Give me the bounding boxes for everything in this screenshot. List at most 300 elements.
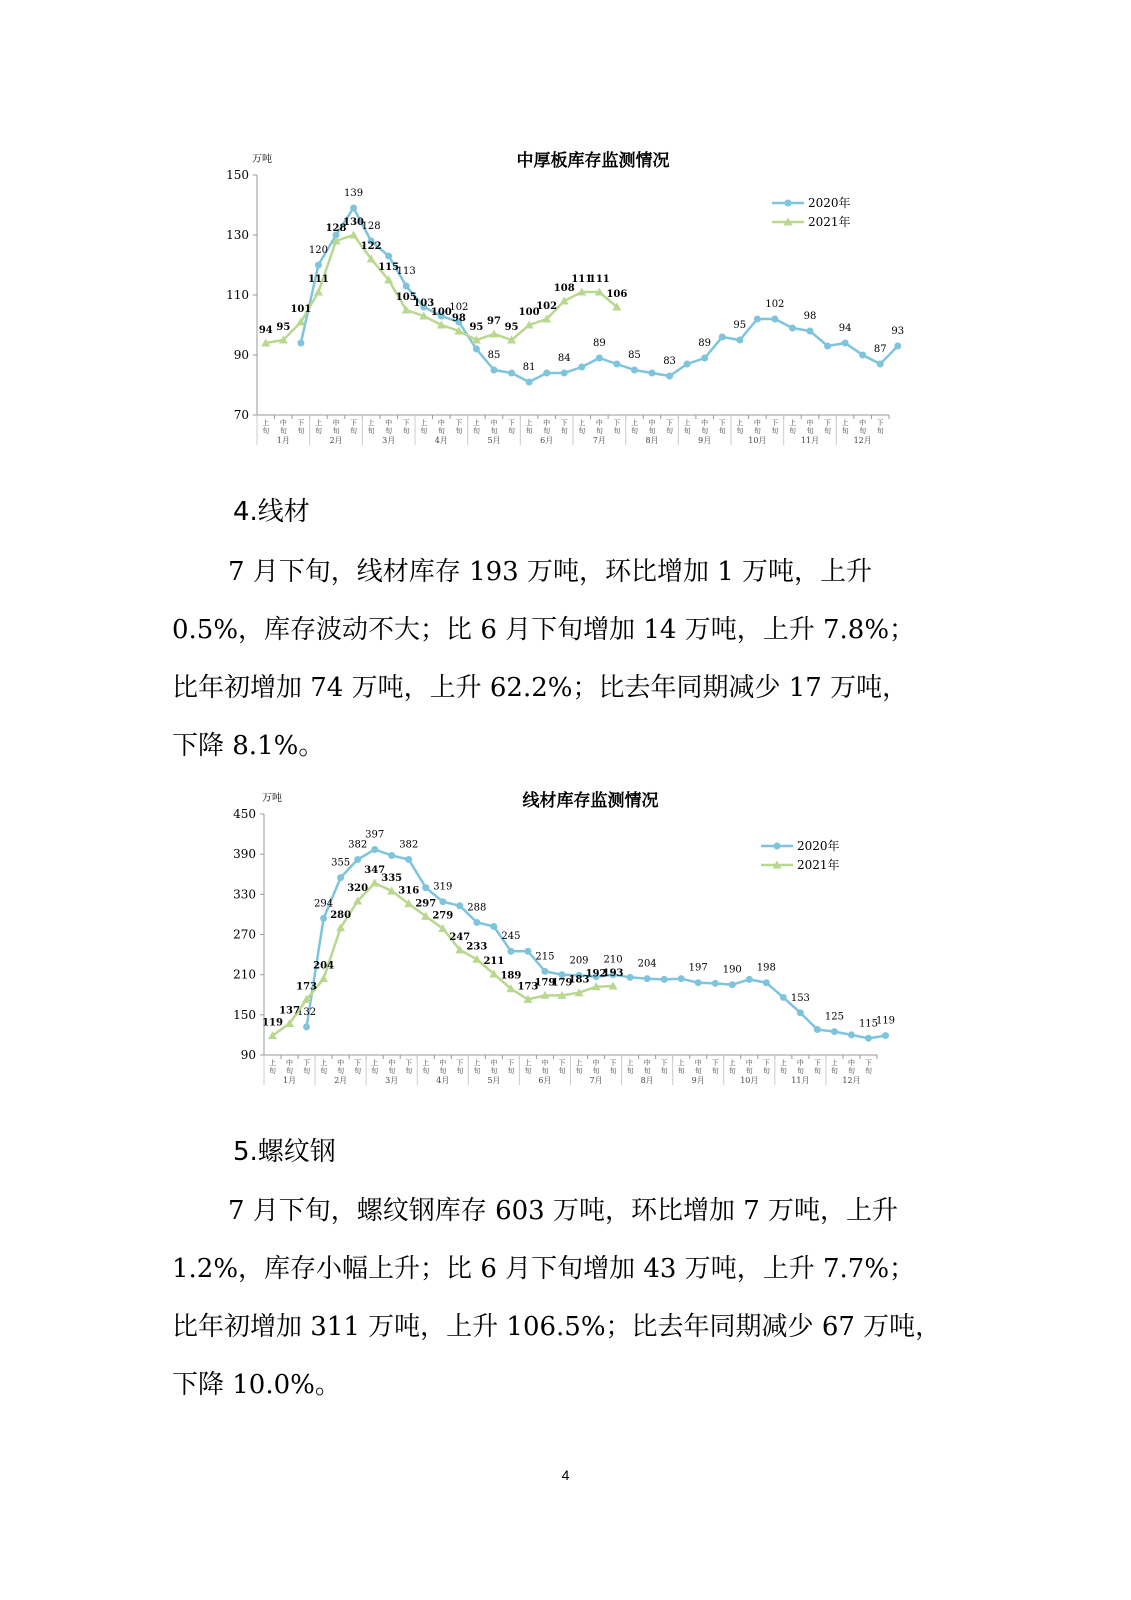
data-point-2020	[719, 334, 726, 341]
x-tick-label: 旬	[350, 427, 358, 435]
data-point-2020	[561, 370, 568, 377]
data-point-2020	[456, 902, 463, 909]
month-label: 3月	[382, 436, 396, 445]
x-tick-label: 中	[806, 419, 814, 427]
x-tick-label: 旬	[762, 1067, 770, 1075]
x-tick-label: 旬	[683, 427, 691, 435]
x-tick-label: 旬	[508, 427, 516, 435]
x-tick-label: 旬	[371, 1067, 379, 1075]
data-point-2020	[526, 379, 533, 386]
x-tick-label: 上	[830, 1059, 838, 1067]
x-tick-label: 旬	[269, 1067, 277, 1075]
data-point-2020	[882, 1032, 889, 1039]
x-tick-label: 上	[473, 1059, 481, 1067]
x-tick-label: 中	[332, 419, 340, 427]
y-tick-label: 130	[226, 228, 249, 242]
x-tick-label: 旬	[728, 1067, 736, 1075]
x-tick-label: 下	[558, 1059, 566, 1067]
data-point-2020	[824, 343, 831, 350]
data-label-2020: 132	[297, 1006, 317, 1018]
data-label-2020: 89	[592, 338, 606, 349]
data-point-2020	[807, 328, 814, 335]
x-tick-label: 中	[595, 419, 603, 427]
data-label-2021: 279	[432, 910, 454, 922]
y-tick-label: 90	[233, 348, 249, 362]
data-point-2020	[789, 325, 796, 332]
data-point-2020	[405, 856, 412, 863]
data-point-2020	[613, 361, 620, 368]
y-tick-label: 150	[233, 1007, 256, 1022]
data-point-2020	[712, 980, 719, 987]
x-tick-label: 下	[303, 1059, 311, 1067]
x-tick-label: 旬	[666, 427, 674, 435]
month-label: 10月	[748, 436, 767, 445]
data-label-2020: 102	[449, 302, 469, 313]
x-tick-label: 旬	[367, 427, 375, 435]
x-tick-label: 下	[560, 419, 568, 427]
data-point-2020	[729, 981, 736, 988]
x-tick-label: 旬	[660, 1067, 668, 1075]
data-point-2020	[865, 1035, 872, 1042]
data-label-2020: 294	[314, 898, 334, 910]
data-label-2020: 87	[873, 344, 887, 355]
x-tick-label: 旬	[864, 1067, 872, 1075]
data-label-2020: 153	[790, 992, 810, 1004]
data-label-2021: 97	[487, 316, 501, 327]
data-label-2020: 120	[308, 245, 328, 256]
chart-title: 线材库存监测情况	[522, 791, 659, 811]
x-tick-label: 上	[841, 419, 849, 427]
x-tick-label: 下	[350, 419, 358, 427]
wire-inventory-svg	[0, 780, 1131, 1110]
data-point-2020	[354, 856, 361, 863]
data-point-2020	[403, 283, 410, 290]
data-point-2020	[541, 968, 548, 975]
month-label: 10月	[740, 1076, 759, 1085]
x-tick-label: 中	[796, 1059, 804, 1067]
data-point-2020	[507, 948, 514, 955]
x-tick-label: 上	[422, 1059, 430, 1067]
month-label: 2月	[334, 1076, 348, 1085]
data-point-2020	[473, 346, 480, 353]
data-label-2021: 204	[313, 960, 335, 972]
x-tick-label: 旬	[626, 1067, 634, 1075]
wire-paragraph-line: 0.5%，库存波动不大；比 6 月下旬增加 14 万吨，上升 7.8%；	[172, 615, 916, 645]
x-tick-label: 上	[420, 419, 428, 427]
data-point-2020	[848, 1031, 855, 1038]
x-tick-label: 上	[269, 1059, 277, 1067]
x-tick-label: 上	[575, 1059, 583, 1067]
data-label-2021: 111	[308, 274, 329, 285]
data-point-2020	[371, 846, 378, 853]
x-tick-label: 旬	[507, 1067, 515, 1075]
data-point-2020	[771, 316, 778, 323]
x-tick-label: 下	[507, 1059, 515, 1067]
x-tick-label: 上	[525, 419, 533, 427]
x-tick-label: 下	[876, 419, 884, 427]
plate-inventory-chart	[0, 0, 1131, 460]
data-label-2020: 85	[487, 350, 501, 361]
data-label-2020: 128	[361, 221, 381, 232]
data-label-2021: 183	[568, 974, 590, 986]
x-tick-label: 上	[683, 419, 691, 427]
x-tick-label: 旬	[847, 1067, 855, 1075]
x-tick-label: 旬	[524, 1067, 532, 1075]
data-point-2020	[303, 1023, 310, 1030]
x-tick-label: 上	[472, 419, 480, 427]
data-label-2020: 397	[365, 829, 385, 841]
data-point-2020	[695, 979, 702, 986]
x-tick-label: 旬	[788, 427, 796, 435]
x-tick-label: 下	[718, 419, 726, 427]
rebar-paragraph-line: 1.2%，库存小幅上升；比 6 月下旬增加 43 万吨，上升 7.7%；	[172, 1254, 916, 1284]
x-tick-label: 下	[711, 1059, 719, 1067]
month-label: 8月	[640, 1076, 654, 1085]
data-label-2020: 382	[399, 839, 419, 851]
legend-label: 2020年	[808, 196, 851, 210]
legend-label: 2021年	[808, 215, 851, 229]
data-label-2021: 105	[395, 292, 417, 303]
data-label-2021: 95	[276, 322, 291, 333]
legend-marker	[774, 843, 781, 850]
x-tick-label: 中	[439, 1059, 447, 1067]
x-tick-label: 下	[824, 419, 832, 427]
data-label-2021: 347	[364, 864, 386, 876]
x-tick-label: 旬	[558, 1067, 566, 1075]
data-point-2020	[631, 367, 638, 374]
x-tick-label: 中	[286, 1059, 294, 1067]
data-label-2021: 211	[483, 955, 505, 967]
x-tick-label: 旬	[753, 427, 761, 435]
data-label-2021: 316	[398, 885, 420, 897]
data-label-2021: 102	[536, 301, 558, 312]
x-tick-label: 中	[437, 419, 445, 427]
data-label-2021: 95	[469, 322, 484, 333]
x-tick-label: 旬	[694, 1067, 702, 1075]
data-label-2021: 115	[378, 262, 400, 273]
month-label: 4月	[436, 1076, 450, 1085]
x-tick-label: 旬	[455, 427, 463, 435]
month-label: 12月	[853, 436, 872, 445]
data-label-2021: 108	[553, 283, 575, 294]
y-tick-label: 450	[233, 807, 256, 821]
x-tick-label: 下	[402, 419, 410, 427]
legend-label: 2021年	[797, 858, 840, 872]
y-tick-label: 70	[233, 408, 249, 422]
data-label-2020: 355	[331, 857, 351, 869]
x-tick-label: 中	[745, 1059, 753, 1067]
x-tick-label: 下	[405, 1059, 413, 1067]
x-tick-label: 旬	[314, 427, 322, 435]
x-tick-label: 下	[508, 419, 516, 427]
data-label-2021: 193	[602, 968, 624, 980]
x-tick-label: 中	[753, 419, 761, 427]
data-point-2020	[524, 948, 531, 955]
month-label: 7月	[589, 1076, 603, 1085]
y-tick-label: 150	[226, 168, 249, 182]
data-label-2021: 111	[571, 274, 593, 285]
data-label-2020: 98	[803, 311, 817, 322]
data-point-2020	[842, 340, 849, 347]
x-tick-label: 上	[626, 1059, 634, 1067]
data-point-2021	[314, 288, 323, 296]
x-tick-label: 旬	[779, 1067, 787, 1075]
x-tick-label: 旬	[796, 1067, 804, 1075]
x-tick-label: 中	[541, 1059, 549, 1067]
legend-marker	[785, 200, 792, 207]
month-label: 6月	[540, 436, 554, 445]
data-label-2021: 189	[500, 970, 522, 982]
month-label: 1月	[282, 1076, 297, 1085]
x-tick-label: 上	[578, 419, 586, 427]
data-label-2020: 190	[722, 964, 742, 976]
data-point-2020	[666, 373, 673, 380]
data-label-2021: 179	[551, 977, 573, 989]
month-label: 7月	[592, 436, 606, 445]
x-tick-label: 旬	[806, 427, 814, 435]
wire-paragraph-line: 7 月下旬，线材库存 193 万吨，环比增加 1 万吨，上升	[228, 557, 873, 587]
month-label: 5月	[487, 1076, 501, 1085]
x-tick-label: 旬	[472, 427, 480, 435]
month-label: 11月	[800, 436, 820, 445]
x-tick-label: 旬	[286, 1067, 294, 1075]
month-label: 8月	[645, 436, 659, 445]
x-tick-label: 旬	[405, 1067, 413, 1075]
data-label-2020: 85	[628, 350, 641, 361]
x-tick-label: 下	[297, 419, 305, 427]
data-label-2020: 113	[396, 266, 416, 277]
x-tick-label: 中	[490, 1059, 498, 1067]
x-tick-label: 旬	[437, 427, 445, 435]
data-label-2021: 95	[504, 322, 519, 333]
data-label-2020: 319	[433, 881, 453, 893]
x-tick-label: 旬	[609, 1067, 617, 1075]
data-point-2020	[490, 923, 497, 930]
x-tick-label: 旬	[303, 1067, 311, 1075]
data-label-2021: 100	[430, 307, 452, 318]
data-label-2020: 215	[535, 951, 555, 963]
x-tick-label: 下	[455, 419, 463, 427]
x-tick-label: 旬	[745, 1067, 753, 1075]
data-label-2021: 137	[279, 1005, 300, 1017]
x-tick-label: 旬	[648, 427, 656, 435]
x-tick-label: 旬	[718, 427, 726, 435]
x-tick-label: 上	[677, 1059, 685, 1067]
month-label: 12月	[842, 1076, 861, 1085]
data-label-2020: 245	[501, 931, 521, 943]
x-tick-label: 下	[456, 1059, 464, 1067]
data-label-2020: 115	[858, 1018, 879, 1030]
x-tick-label: 旬	[677, 1067, 685, 1075]
data-label-2020: 93	[891, 326, 905, 337]
x-tick-label: 旬	[578, 427, 586, 435]
month-label: 9月	[691, 1076, 705, 1085]
data-point-2020	[543, 370, 550, 377]
data-point-2020	[746, 976, 753, 983]
data-point-2020	[473, 919, 480, 926]
data-label-2020: 94	[838, 323, 852, 334]
data-label-2021: 179	[534, 977, 556, 989]
data-point-2020	[877, 361, 884, 368]
x-tick-label: 旬	[490, 427, 498, 435]
x-tick-label: 上	[788, 419, 796, 427]
rebar-paragraph	[172, 1182, 962, 1414]
rebar-paragraph-line: 下降 10.0%。	[172, 1370, 341, 1400]
x-tick-label: 旬	[439, 1067, 447, 1075]
x-tick-label: 中	[643, 1059, 651, 1067]
x-tick-label: 上	[367, 419, 375, 427]
x-tick-label: 旬	[262, 427, 270, 435]
x-tick-label: 上	[630, 419, 638, 427]
month-label: 3月	[385, 1076, 399, 1085]
x-tick-label: 旬	[701, 427, 709, 435]
month-label: 6月	[538, 1076, 552, 1085]
x-tick-label: 中	[490, 419, 498, 427]
x-tick-label: 上	[779, 1059, 787, 1067]
rebar-paragraph-line: 比年初增加 311 万吨，上升 106.5%；比去年同期减少 67 万吨，	[172, 1312, 942, 1342]
x-tick-label: 旬	[337, 1067, 345, 1075]
data-label-2020: 197	[688, 962, 708, 974]
data-point-2020	[797, 1009, 804, 1016]
data-label-2021: 128	[325, 223, 347, 234]
x-tick-label: 旬	[541, 1067, 549, 1075]
data-label-2020: 95	[733, 320, 747, 331]
page-number: 4	[561, 1467, 570, 1483]
data-point-2020	[661, 976, 668, 983]
x-tick-label: 旬	[473, 1067, 481, 1075]
data-label-2021: 106	[606, 289, 628, 300]
data-label-2021: 111	[588, 274, 610, 285]
data-point-2020	[627, 974, 634, 981]
x-tick-label: 旬	[385, 427, 393, 435]
y-tick-label: 270	[233, 927, 256, 942]
data-label-2021: 280	[330, 909, 352, 921]
data-label-2021: 101	[290, 304, 312, 315]
x-tick-label: 旬	[402, 427, 410, 435]
data-label-2020: 84	[557, 353, 571, 364]
x-tick-label: 旬	[332, 427, 340, 435]
x-tick-label: 中	[337, 1059, 345, 1067]
data-point-2020	[491, 367, 498, 374]
x-tick-label: 中	[543, 419, 551, 427]
data-point-2020	[754, 316, 761, 323]
x-tick-label: 下	[666, 419, 674, 427]
data-label-2020: 125	[824, 1011, 844, 1023]
data-point-2020	[684, 361, 691, 368]
x-tick-label: 旬	[643, 1067, 651, 1075]
y-tick-label: 90	[240, 1048, 256, 1062]
x-tick-label: 旬	[876, 427, 884, 435]
x-tick-label: 上	[314, 419, 322, 427]
x-tick-label: 上	[736, 419, 744, 427]
data-label-2021: 119	[262, 1017, 283, 1029]
x-tick-label: 中	[385, 419, 393, 427]
x-tick-label: 中	[279, 419, 287, 427]
data-point-2021	[349, 231, 358, 239]
data-label-2020: 382	[348, 839, 368, 851]
data-label-2020: 119	[875, 1015, 896, 1027]
wire-paragraph	[172, 543, 962, 775]
data-point-2020	[385, 253, 392, 260]
x-tick-label: 中	[648, 419, 656, 427]
data-point-2020	[315, 262, 322, 269]
x-tick-label: 旬	[388, 1067, 396, 1075]
data-label-2021: 100	[518, 307, 540, 318]
data-point-2021	[490, 330, 499, 338]
data-label-2021: 173	[517, 981, 539, 993]
data-point-2020	[422, 884, 429, 891]
data-label-2021: 130	[343, 217, 364, 228]
y-tick-label: 330	[233, 887, 256, 902]
x-tick-label: 旬	[736, 427, 744, 435]
data-label-2020: 89	[698, 338, 712, 349]
x-tick-label: 旬	[830, 1067, 838, 1075]
y-tick-label: 390	[233, 847, 256, 862]
data-label-2020: 204	[637, 958, 657, 970]
data-label-2020: 288	[467, 902, 487, 914]
data-point-2020	[780, 994, 787, 1001]
x-tick-label: 下	[609, 1059, 617, 1067]
data-label-2020: 102	[765, 299, 785, 310]
data-point-2020	[439, 898, 446, 905]
month-label: 1月	[276, 436, 290, 445]
y-axis-unit: 万吨	[252, 154, 272, 165]
x-tick-label: 旬	[813, 1067, 821, 1075]
data-point-2020	[388, 852, 395, 859]
data-label-2021: 94	[258, 325, 273, 336]
x-tick-label: 下	[864, 1059, 872, 1067]
x-tick-label: 上	[320, 1059, 328, 1067]
data-label-2021: 335	[381, 872, 403, 884]
data-label-2020: 198	[756, 962, 776, 974]
legend-label: 2020年	[797, 839, 840, 853]
x-tick-label: 旬	[543, 427, 551, 435]
x-tick-label: 旬	[630, 427, 638, 435]
x-tick-label: 旬	[422, 1067, 430, 1075]
data-point-2021	[370, 878, 379, 886]
x-tick-label: 下	[762, 1059, 770, 1067]
data-point-2020	[814, 1026, 821, 1033]
x-tick-label: 旬	[592, 1067, 600, 1075]
y-tick-label: 210	[233, 967, 256, 982]
data-label-2020: 210	[603, 954, 623, 966]
chart-title: 中厚板库存监测情况	[516, 151, 670, 171]
x-tick-label: 旬	[711, 1067, 719, 1075]
wire-paragraph-line: 比年初增加 74 万吨，上升 62.2%；比去年同期减少 17 万吨，	[172, 673, 909, 703]
x-tick-label: 旬	[613, 427, 621, 435]
data-point-2020	[831, 1028, 838, 1035]
data-label-2020: 83	[663, 356, 676, 367]
x-tick-label: 中	[859, 419, 867, 427]
data-point-2020	[736, 337, 743, 344]
month-label: 2月	[329, 436, 343, 445]
data-label-2021: 320	[347, 883, 369, 895]
data-point-2020	[350, 205, 357, 212]
x-tick-label: 旬	[859, 427, 867, 435]
wire-inventory-chart	[0, 780, 1131, 1110]
data-label-2021: 122	[360, 241, 382, 252]
data-point-2020	[644, 975, 651, 982]
data-label-2021: 192	[585, 968, 607, 980]
x-tick-label: 旬	[841, 427, 849, 435]
x-tick-label: 上	[524, 1059, 532, 1067]
rebar-paragraph-line: 7 月下旬，螺纹钢库存 603 万吨，环比增加 7 万吨，上升	[228, 1196, 899, 1226]
x-tick-label: 旬	[575, 1067, 583, 1075]
data-point-2020	[701, 355, 708, 362]
x-tick-label: 上	[262, 419, 270, 427]
x-tick-label: 旬	[420, 427, 428, 435]
y-tick-label: 110	[226, 288, 249, 302]
